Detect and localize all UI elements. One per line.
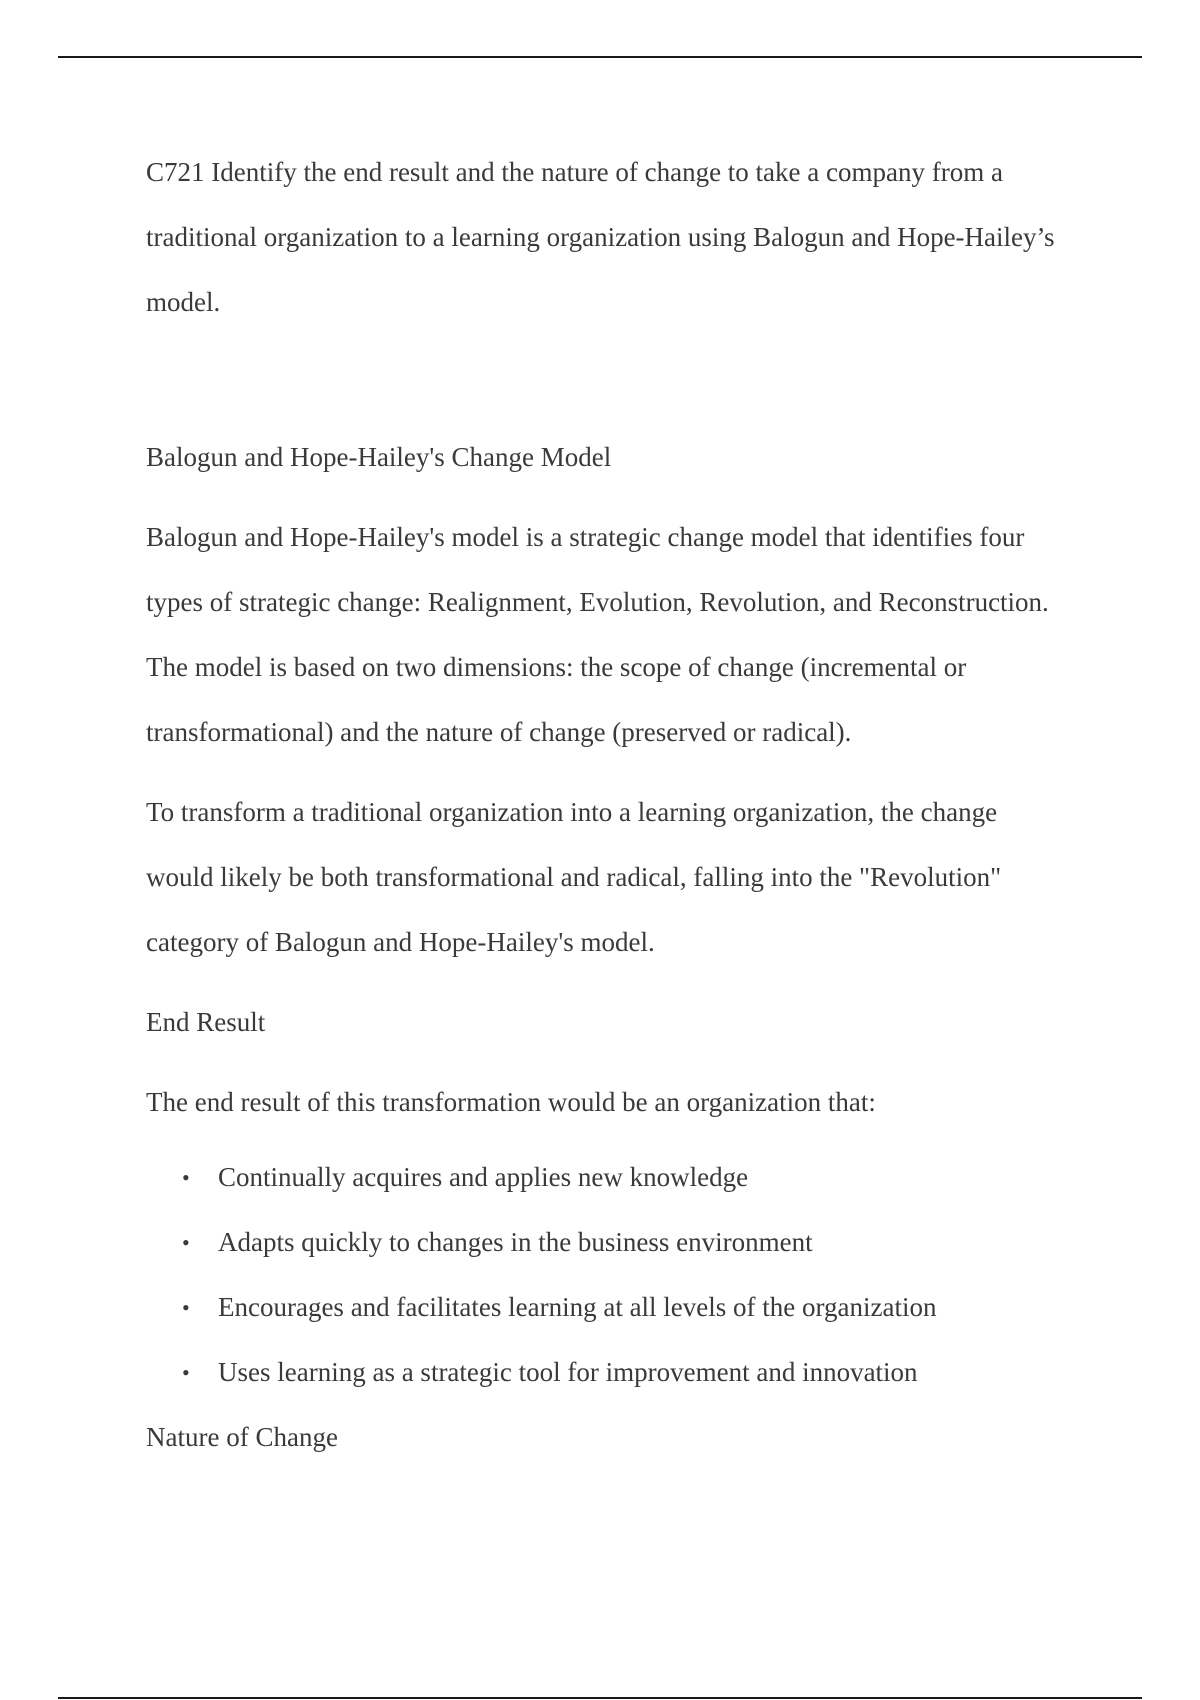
list-item	[146, 1340, 1066, 1405]
section-heading-change-model: Balogun and Hope-Hailey's Change Model	[146, 442, 612, 472]
bottom-rule	[58, 1697, 1142, 1699]
document-title: C721 Identify the end result and the nature of change to take a company from a traditional organization to a learning organization using Balogun and Hope-Hailey’s model.	[146, 157, 1055, 317]
section-heading-nature-of-change: Nature of Change	[146, 1422, 338, 1452]
list-item	[146, 1210, 1066, 1275]
list-item-text: Encourages and facilitates learning at all levels of the organization	[218, 1292, 937, 1322]
bullet-icon: •	[182, 1360, 190, 1385]
section-heading-end-result: End Result	[146, 1007, 266, 1037]
paragraph-model-description: Balogun and Hope-Hailey's model is a strategic change model that identifies four types of strategic change: Realignment, Evolution, Revolution, and Reconstruction. The model is based on two dimensions: the scope of change (incremental or transformational) and the nature of change (preserved or radical).	[146, 522, 1049, 747]
end-result-list	[146, 1145, 1066, 1405]
document-body	[146, 140, 1066, 1485]
list-item	[146, 1275, 1066, 1340]
top-rule	[58, 56, 1142, 58]
list-item	[146, 1145, 1066, 1210]
bullet-icon: •	[182, 1165, 190, 1190]
bullet-icon: •	[182, 1230, 190, 1255]
list-item-text: Continually acquires and applies new knowledge	[218, 1162, 749, 1192]
paragraph-transformation: To transform a traditional organization into a learning organization, the change would likely be both transformational and radical, falling into the "Revolution" category of Balogun and Hope-Hailey's model.	[146, 797, 1002, 957]
bullet-icon: •	[182, 1295, 190, 1320]
list-item-text: Uses learning as a strategic tool for improvement and innovation	[218, 1357, 918, 1387]
list-item-text: Adapts quickly to changes in the business environment	[218, 1227, 813, 1257]
paragraph-end-result-intro: The end result of this transformation would be an organization that:	[146, 1087, 876, 1117]
